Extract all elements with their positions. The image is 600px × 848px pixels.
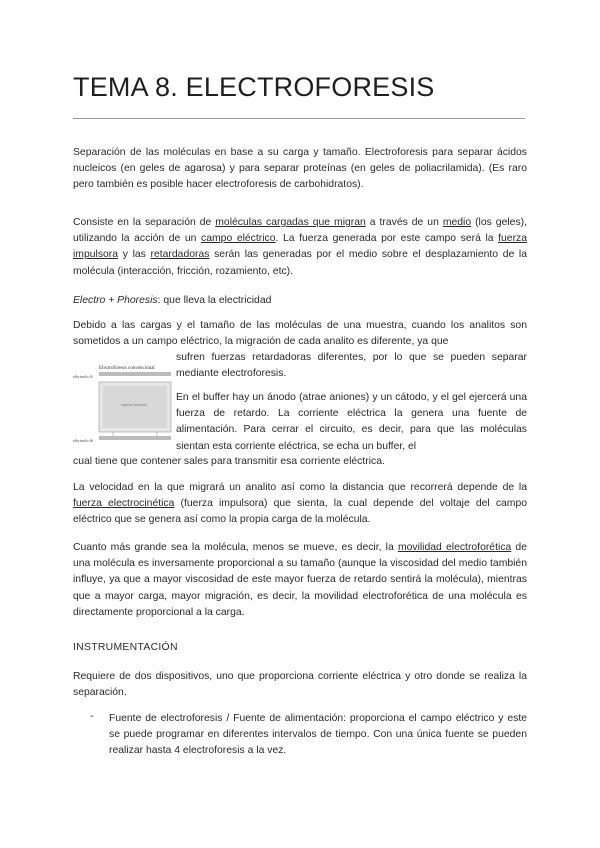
section-heading: INSTRUMENTACIÓN — [73, 642, 178, 653]
bullet-item-power-source: Fuente de electroforesis / Fuente de alimentación: proporciona el campo eléctrico y este se puede programar en diferentes intervalos de tiempo. Con una única fuente se pueden realizar hasta 4 electroforesis a la vez. — [109, 713, 527, 757]
paragraph-charges-end: cual tiene que contener sales para transmitir esa corriente eléctrica. — [73, 456, 385, 467]
bullet-marker: - — [90, 711, 94, 722]
underlined-term: medio — [442, 217, 472, 228]
diagram-center-label: soporte (matriz) — [121, 402, 147, 407]
diagram-bottom-label: electrodo ⊕ — [73, 438, 94, 443]
underlined-term: fuerza impulsora — [73, 233, 528, 261]
page-title: TEMA 8. ELECTROFORESIS — [73, 72, 435, 102]
paragraph-charges-wrap-2: En el buffer hay un ánodo (atrae aniones) y un cátodo, y el gel ejercerá una fuerza de retardo. La corriente eléctrica la genera una fuente de alimentación. Para cerrar el circuito, es decir, para que las moléculas sientan esta corriente eléctrica, se echa un buffer, el — [176, 392, 527, 452]
paragraph-mobility: Cuanto más grande sea la molécula, menos se mueve, es decir, la movilidad electroforética de una molécula es inversamente proporcional a su tamaño (aunque la viscosidad del medio también influye, ya que a mayor viscosidad de este mayor fuerza de retardo sentirá la molécula), mientras que a mayor carga, mayor migración, es decir, la movilidad electroforética de una molécula es directamente proporcional a la carga. — [73, 542, 527, 618]
paragraph-definition: Consiste en la separación de moléculas cargadas que migran a través de un medio (los geles), utilizando la acción de un campo eléctrico. La fuerza generada por este campo será la fuerza impulsora y las retardadoras serán las generadas por el medio sobre el desplazamiento de la molécula (interacción, fricción, rozamiento, etc). — [73, 217, 528, 277]
paragraph-intro: Separación de las moléculas en base a su carga y tamaño. Electroforesis para separar ácidos nucleicos (en geles de agarosa) y para separar proteínas (en geles de poliacrilamida). (Es raro pero también es posible hacer electroforesis de carbohidratos). — [73, 147, 527, 191]
underlined-term: fuerza electrocinética — [73, 498, 175, 510]
underlined-term: retardadoras — [150, 249, 210, 261]
diagram-top-label: electrodo ⊖ — [73, 374, 94, 379]
diagram-title: Electroforesis convencional — [99, 366, 155, 371]
paragraph-charges-wrap-1: sufren fuerzas retardadoras diferentes, por lo que se pueden separar mediante electroforesis. — [176, 352, 527, 380]
underlined-term: campo eléctrico — [201, 233, 276, 245]
underlined-term: movilidad electroforética — [397, 542, 512, 553]
underlined-term: moléculas cargadas que migran — [215, 217, 366, 228]
paragraph-charges: Debido a las cargas y el tamaño de las moléculas de una muestra, cuando los analitos son sometidos a un campo eléctrico, la migración de cada analito es diferente, ya que — [73, 320, 527, 348]
paragraph-velocity: La velocidad en la que migrará un analito así como la distancia que recorrerá depende de la fuerza electrocinética (fuerza impulsora) que sienta, la cual depende del voltaje del campo eléctrico que se genera así como la propia carga de la molécula. — [73, 482, 528, 526]
paragraph-devices: Requiere de dos dispositivos, uno que proporciona corriente eléctrica y otro donde se realiza la separación. — [73, 671, 527, 699]
title-divider — [73, 118, 525, 119]
electrophoresis-diagram — [73, 360, 173, 444]
paragraph-etymology: Electro + Phoresis: que lleva la electricidad — [73, 295, 272, 306]
